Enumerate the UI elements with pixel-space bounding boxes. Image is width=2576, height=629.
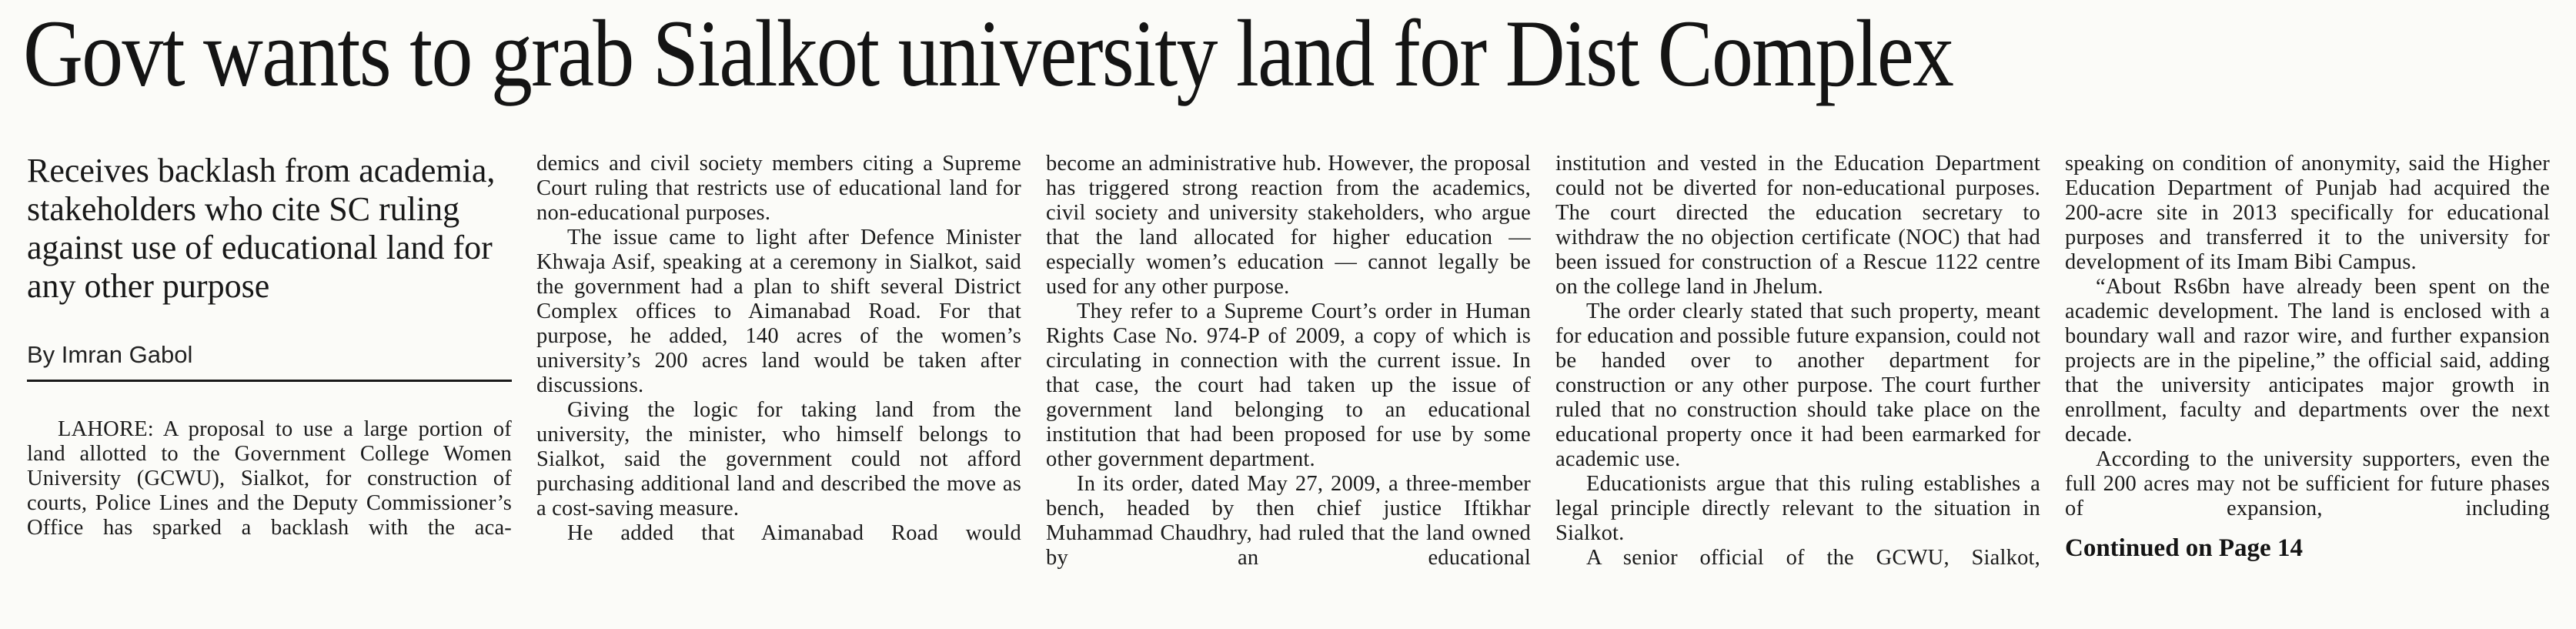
continued-notice: Continued on Page 14 xyxy=(2065,534,2303,562)
column-1-body xyxy=(27,417,512,540)
article-paragraph: LAHORE: A proposal to use a large portion of land allotted to the Government College Women University (GCWU), Sialkot, for construction of courts, Police Lines and the Deputy Commissioner’s Office has sparked a backlash with the aca- xyxy=(27,417,512,540)
article-paragraph: become an administrative hub. However, the proposal has triggered strong reaction from the academics, civil society and university stakeholders, who argue that the land allocated for higher education — especially women’s education — cannot legally be used for any other purpose. xyxy=(1046,152,1531,299)
article-column-2 xyxy=(536,152,1021,546)
byline-rule xyxy=(27,380,512,382)
byline: By Imran Gabol xyxy=(27,341,193,368)
article-paragraph: Educationists argue that this ruling establishes a legal principle directly relevant to the situation in Sialkot. xyxy=(1555,472,2040,545)
article-paragraph: A senior official of the GCWU, Sialkot, xyxy=(1586,546,2040,570)
article-column-3 xyxy=(1046,152,1531,570)
article-paragraph: Giving the logic for taking land from the university, the minister, who himself belongs to Sialkot, said the government could not afford purchasing additional land and described the move as a cost-saving measure. xyxy=(536,398,1021,520)
standfirst: Receives backlash from academia, stakeholders who cite SC ruling against use of educational land for any other purpose xyxy=(27,152,496,305)
article-paragraph: In its order, dated May 27, 2009, a three-member bench, headed by then chief justice Iftikhar Muhammad Chaudhry, had ruled that the land owned by an educational xyxy=(1046,472,1531,570)
article-paragraph: According to the university supporters, even the full 200 acres may not be sufficient for future phases of expansion, including xyxy=(2065,447,2550,520)
article-paragraph: institution and vested in the Education Department could not be diverted for non-educational purposes. The court directed the education secretary to withdraw the no objection certificate (NOC) that had been issued for construction of a Rescue 1122 centre on the college land in Jhelum. xyxy=(1555,152,2040,299)
article-paragraph: The issue came to light after Defence Minister Khwaja Asif, speaking at a ceremony in Sialkot, said the government had a plan to shift several District Complex offices to Aimanabad Road. For that purpose, he added, 140 acres of the women’s university’s 200 acres land would be taken after discussions. xyxy=(536,226,1021,397)
article-paragraph: They refer to a Supreme Court’s order in Human Rights Case No. 974-P of 2009, a copy of which is circulating in connection with the current issue. In that case, the court had taken up the issue of government land belonging to an educational institution that had been proposed for use by some other government department. xyxy=(1046,299,1531,471)
article-paragraph: demics and civil society members citing a Supreme Court ruling that restricts use of educational land for non-educational purposes. xyxy=(536,152,1021,225)
column-5-body xyxy=(2065,152,2550,521)
article-paragraph: He added that Aimanabad Road would xyxy=(567,521,1021,545)
article-paragraph: The order clearly stated that such property, meant for education and possible future expansion, could not be handed over to another department for construction or any other purpose. The court further ruled that no construction should take place on the educational property once it had been earmarked for academic use. xyxy=(1555,299,2040,471)
article-column-4 xyxy=(1555,152,2040,570)
headline: Govt wants to grab Sialkot university land for Dist Complex xyxy=(23,1,1953,106)
article-column-1 xyxy=(27,152,512,540)
article-paragraph: “About Rs6bn have already been spent on the academic development. The land is enclosed with a boundary wall and razor wire, and further expansion projects are in the pipeline,” the official said, adding that the university anticipates major growth in enrollment, faculty and departments over the next decade. xyxy=(2065,275,2550,447)
article-column-5 xyxy=(2065,152,2550,563)
article-paragraph: speaking on condition of anonymity, said the Higher Education Department of Punjab had acquired the 200-acre site in 2013 specifically for educational purposes and transferred it to the university for development of its Imam Bibi Campus. xyxy=(2065,152,2550,274)
